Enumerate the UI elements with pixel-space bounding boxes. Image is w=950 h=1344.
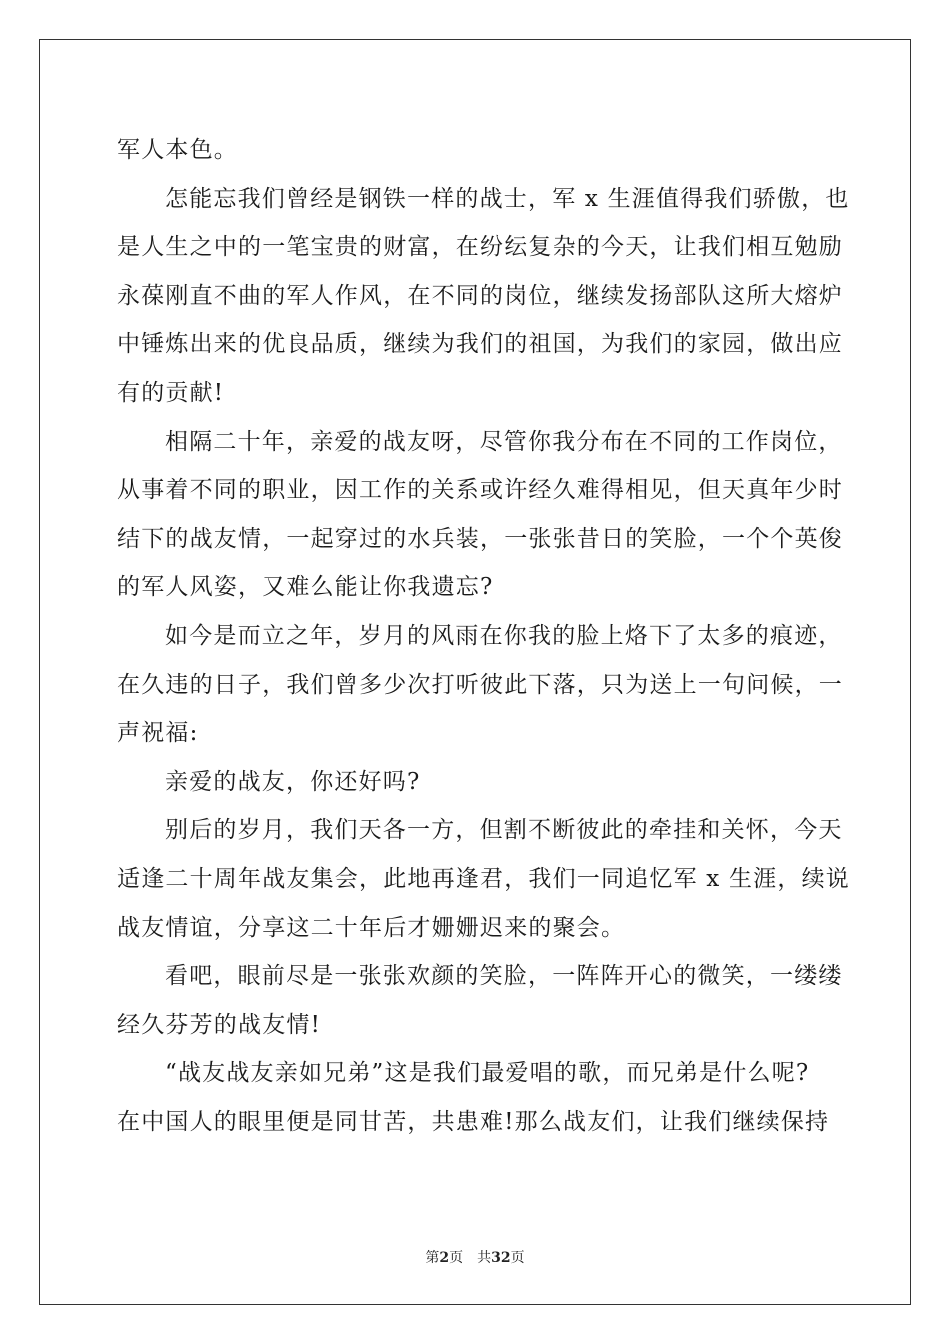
- text-line: 怎能忘我们曾经是钢铁一样的战士，军 x 生涯值得我们骄傲，也: [165, 185, 850, 212]
- text-line: 别后的岁月，我们天各一方，但割不断彼此的牵挂和关怀，今天: [165, 817, 843, 844]
- text-line: 在中国人的眼里便是同甘苦，共患难!那么战友们，让我们继续保持: [117, 1108, 830, 1135]
- text-line: “战友战友亲如兄弟”这是我们最爱唱的歌，而兄弟是什么呢?: [165, 1060, 810, 1087]
- page-label-prefix: 第: [425, 1250, 440, 1266]
- text-line: 如今是而立之年，岁月的风雨在你我的脸上烙下了太多的痕迹，: [165, 622, 843, 649]
- body-text: [117, 126, 850, 1146]
- text-line: 中锤炼出来的优良品质，继续为我们的祖国，为我们的家园，做出应: [117, 331, 843, 358]
- total-label-prefix: 共: [477, 1250, 492, 1266]
- text-line: 适逢二十周年战友集会，此地再逢君，我们一同追忆军 x 生涯，续说: [117, 865, 850, 892]
- text-line: 看吧，眼前尽是一张张欢颜的笑脸，一阵阵开心的微笑，一缕缕: [165, 963, 843, 990]
- text-line: 亲爱的战友，你还好吗?: [165, 768, 421, 795]
- text-line: 相隔二十年，亲爱的战友呀，尽管你我分布在不同的工作岗位，: [165, 428, 843, 455]
- page-label-suffix: 页: [449, 1250, 464, 1266]
- page-footer: [0, 1247, 950, 1267]
- text-line: 声祝福:: [117, 720, 199, 747]
- text-line: 是人生之中的一笔宝贵的财富，在纷纭复杂的今天，让我们相互勉励: [117, 234, 843, 261]
- text-line: 军人本色。: [117, 137, 238, 163]
- text-line: 在久违的日子，我们曾多少次打听彼此下落，只为送上一句问候，一: [117, 671, 843, 698]
- text-line: 从事着不同的职业，因工作的关系或许经久难得相见，但天真年少时: [117, 477, 843, 504]
- text-line: 结下的战友情，一起穿过的水兵装，一张张昔日的笑脸，一个个英俊: [117, 525, 843, 552]
- total-label-suffix: 页: [510, 1250, 525, 1266]
- page-number: 2: [439, 1250, 450, 1266]
- text-line: 的军人风姿，又难么能让你我遗忘?: [117, 574, 494, 601]
- text-line: 战友情谊，分享这二十年后才姗姗迟来的聚会。: [117, 914, 626, 941]
- text-line: 永葆刚直不曲的军人作风，在不同的岗位，继续发扬部队这所大熔炉: [117, 282, 843, 309]
- total-pages: 32: [491, 1250, 511, 1266]
- text-line: 经久芬芳的战友情!: [117, 1011, 322, 1038]
- text-line: 有的贡献!: [117, 379, 225, 406]
